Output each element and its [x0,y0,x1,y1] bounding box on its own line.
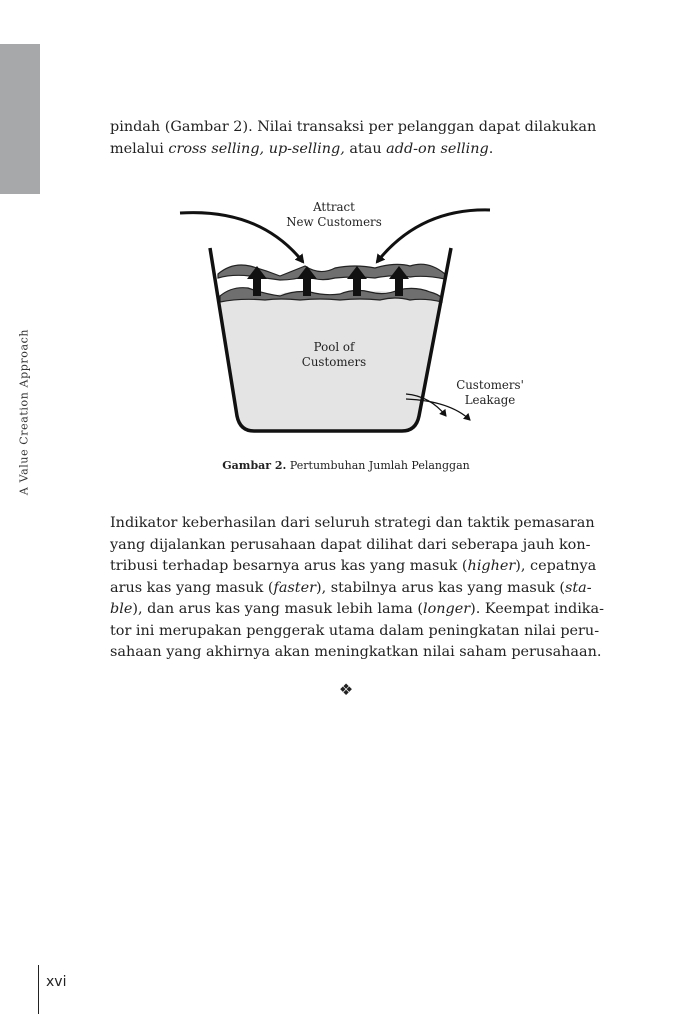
text-line: yang dijalankan perusahaan dapat dilihat dari seberapa jauh kon- [110,536,591,553]
text-line: sahaan yang akhirnya akan meningkatkan nilai saham perusahaan. [110,644,602,660]
customer-pool-figure [170,196,524,445]
footer-rule [38,965,39,1014]
paragraph-indicators [110,513,604,664]
leakage-label-line1: Customers' [456,378,524,392]
attract-label-line2: New Customers [286,215,382,229]
running-title: A Value Creation Approach [17,328,31,496]
text-line: Indikator keberhasilan dari seluruh strategi dan taktik pemasaran [110,515,595,531]
pool-label-line2: Customers [301,355,367,369]
paragraph-intro [110,117,597,160]
figure-caption: Gambar 2. Pertumbuhan Jumlah Pelanggan [222,459,470,472]
text-line: pindah (Gambar 2). Nilai transaksi per pelanggan dapat dilakukan [110,119,597,135]
side-tab-marker [0,44,40,194]
text-line: melalui cross selling, up-selling, atau add-on selling. [110,140,494,157]
text-line: arus kas yang masuk (faster), stabilnya arus kas yang masuk (sta- [110,579,592,596]
attract-arrow-left [180,213,303,262]
leakage-label-line2: Leakage [464,393,516,407]
section-ornament-icon: ❖ [338,680,354,699]
bucket-diagram [170,196,524,441]
attract-arrow-right [377,210,490,262]
text-line: tribusi terhadap besarnya arus kas yang masuk (higher), cepatnya [110,558,597,574]
text-line: tor ini merupakan penggerak utama dalam peningkatan nilai peru- [110,622,600,639]
attract-label-line1: Attract [313,200,355,214]
text-line: ble), dan arus kas yang masuk lebih lama (longer). Keempat indika- [110,601,604,617]
pool-label-line1: Pool of [313,340,355,354]
page-number: xvi [46,974,67,990]
